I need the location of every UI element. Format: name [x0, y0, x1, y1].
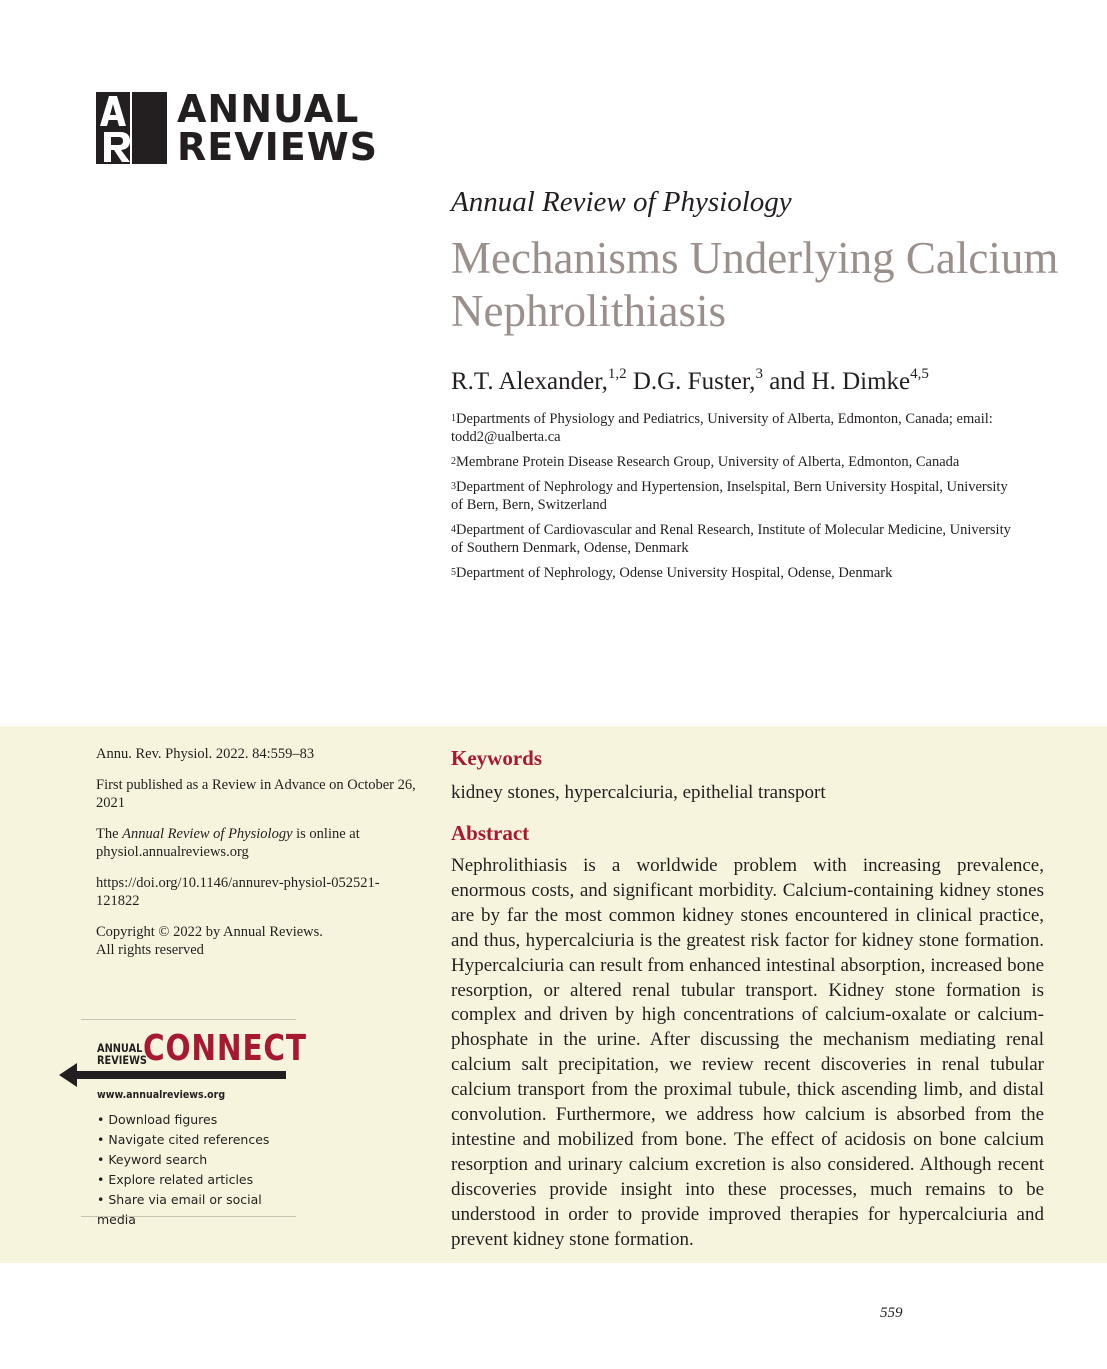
ar-logo-icon: [96, 92, 167, 164]
connect-small-line: ANNUAL: [97, 1041, 143, 1055]
author-name: and H. Dimke: [769, 368, 911, 395]
abstract-text: Nephrolithiasis is a worldwide problem with increasing prevalence, enormous costs, and significant morbidity. Calcium-containing kidney stones are by far the most common kidney stones encountered in clinical practice, and thus, hypercalciuria is the greatest risk factor for kidney stone formation. Hypercalciuria can result from enhanced intestinal absorption, increased bone resorption, or altered renal tubular transport. Kidney stone formation is complex and driven by high concentrations of calcium-oxalate or calcium-phosphate in the urine. After discussing the mechanism mediating renal calcium salt precipitation, we review recent discoveries in renal tubular calcium transport from the proximal tubule, thick ascending limb, and distal convolution. Furthermore, we address how calcium is absorbed from the intestine and mobilized from bone. The effect of acidosis on bone calcium resorption and urinary calcium excretion is also considered. Although recent discoveries provide insight into these processes, much remains to be understood in order to provide improved therapies for hypercalciuria and prevent kidney stone formation.: [451, 855, 1044, 1250]
copyright: [96, 923, 416, 960]
logo-word-annual: ANNUAL: [177, 87, 360, 131]
author-name: D.G. Fuster,: [632, 368, 756, 395]
affiliation: [451, 410, 1011, 446]
journal-name: Annual Review of Physiology: [451, 186, 792, 218]
author-name: R.T. Alexander,: [451, 368, 608, 395]
author-affil-ref: 4,5: [910, 366, 929, 382]
list-item: • Explore related articles: [97, 1172, 254, 1187]
abstract-heading: Abstract: [451, 821, 530, 845]
affiliation: [451, 478, 1011, 514]
affiliations: [451, 410, 1011, 589]
affiliation: [451, 453, 1011, 471]
page-number: 559: [880, 1305, 903, 1321]
online-text: The: [96, 825, 123, 842]
affiliation-number: 2: [451, 456, 456, 467]
logo-word-reviews: REVIEWS: [177, 125, 379, 169]
affiliation: [451, 521, 1011, 557]
affiliation-number: 5: [451, 567, 456, 578]
affiliation-text: Departments of Physiology and Pediatrics, University of Alberta, Edmonton, Canada; email: todd2@ualberta.ca: [451, 411, 993, 445]
keywords-text: kidney stones, hypercalciuria, epithelial transport: [451, 782, 826, 803]
affiliation-number: 1: [451, 413, 456, 424]
list-item: • Keyword search: [97, 1152, 208, 1167]
affiliation-number: 3: [451, 481, 456, 492]
keywords-heading: Keywords: [451, 746, 542, 770]
published-date: First published as a Review in Advance on October 26, 2021: [96, 776, 416, 811]
connect-features: [97, 1110, 296, 1230]
article-metadata: [96, 745, 416, 972]
affiliation-text: Membrane Protein Disease Research Group, University of Alberta, Edmonton, Canada: [456, 454, 960, 470]
connect-url[interactable]: www.annualreviews.org: [97, 1089, 226, 1101]
online-notice: [96, 825, 416, 862]
copyright-text: Copyright © 2022 by Annual Reviews.: [96, 923, 323, 940]
author-list: [451, 368, 929, 396]
citation: Annu. Rev. Physiol. 2022. 84:559–83: [96, 746, 315, 762]
affiliation: [451, 564, 1011, 582]
author-affil-ref: 1,2: [607, 366, 627, 382]
affiliation-text: Department of Cardiovascular and Renal Research, Institute of Molecular Medicine, University of Southern Denmark, Odense, Denmark: [451, 522, 1011, 556]
affiliation-number: 4: [451, 524, 456, 535]
author-affil-ref: 3: [755, 366, 763, 382]
online-journal: Annual Review of Physiology: [122, 825, 293, 842]
list-item: • Navigate cited references: [97, 1132, 270, 1147]
rights-text: All rights reserved: [96, 942, 204, 958]
online-url[interactable]: is online at physiol.annualreviews.org: [96, 825, 360, 860]
connect-title: CONNECT: [143, 1028, 307, 1069]
annual-reviews-connect[interactable]: [81, 1019, 307, 1227]
doi-link[interactable]: https://doi.org/10.1146/annurev-physiol-052521-121822: [96, 874, 380, 909]
affiliation-text: Department of Nephrology, Odense University Hospital, Odense, Denmark: [456, 565, 893, 581]
article-title: Mechanisms Underlying Calcium Nephrolithiasis: [451, 233, 1059, 336]
annual-reviews-logo: [96, 87, 379, 169]
connect-small-line: REVIEWS: [97, 1053, 147, 1067]
list-item: • Download figures: [97, 1112, 218, 1127]
list-item: • Share via email or social media: [97, 1192, 262, 1227]
arrow-left-icon: [59, 1060, 286, 1090]
affiliation-text: Department of Nephrology and Hypertension, Inselspital, Bern University Hospital, University of Bern, Bern, Switzerland: [451, 479, 1008, 513]
